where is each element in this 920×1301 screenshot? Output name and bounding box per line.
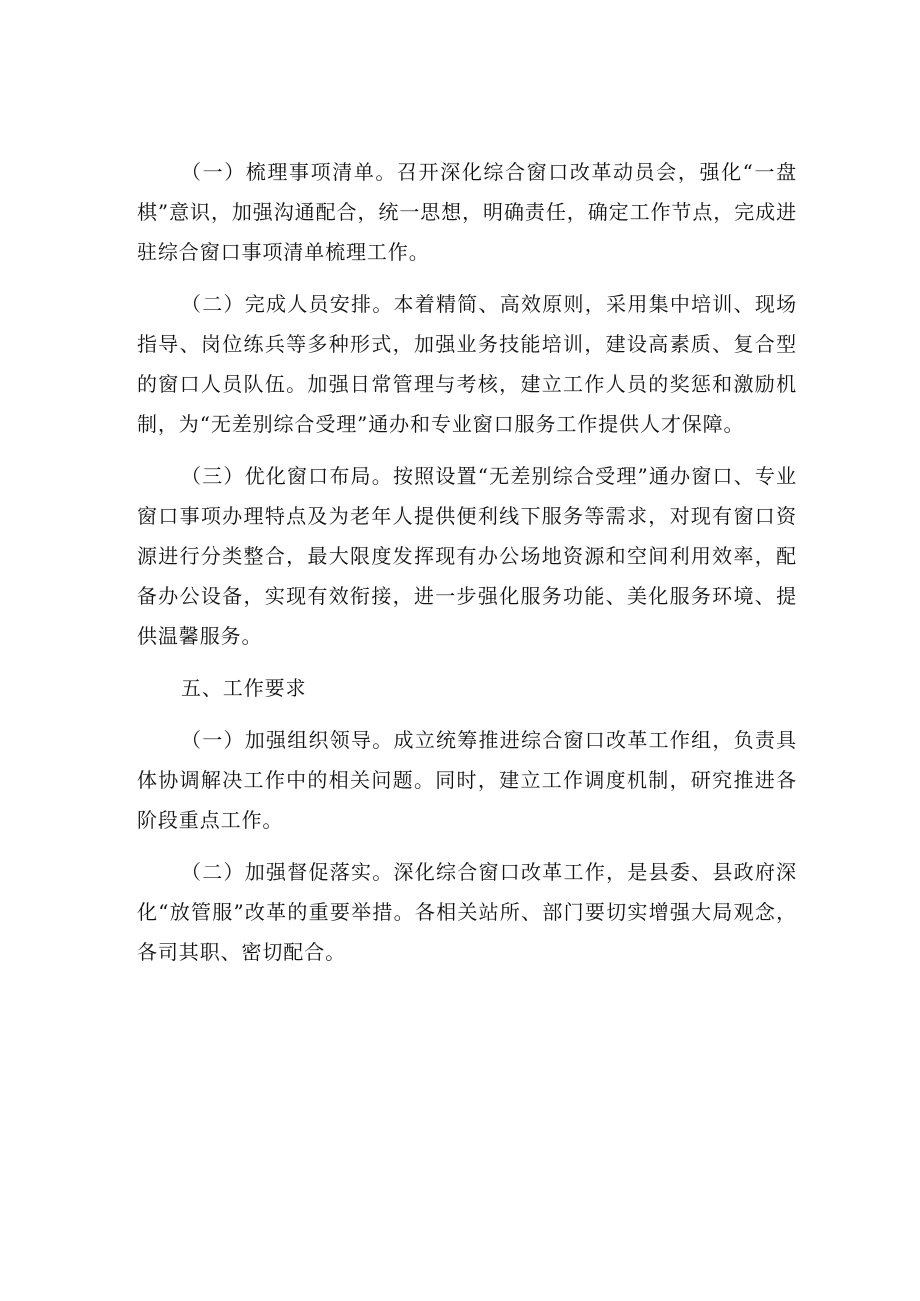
paragraph-supervision-implementation: （二）加强督促落实。深化综合窗口改革工作，是县委、县政府深化“放管服”改革的重要举措。各相关站所、部门要切实增强大局观念，各司其职、密切配合。 bbox=[137, 860, 797, 964]
section-heading-work-requirements: 五、工作要求 bbox=[181, 676, 307, 700]
document-body bbox=[137, 152, 797, 984]
paragraph-organization-leadership: （一）加强组织领导。成立统筹推进综合窗口改革工作组，负责具体协调解决工作中的相关问题。同时，建立工作调度机制，研究推进各阶段重点工作。 bbox=[137, 728, 797, 832]
paragraph-sort-items: （一）梳理事项清单。召开深化综合窗口改革动员会，强化“一盘棋”意识，加强沟通配合，统一思想，明确责任，确定工作节点，完成进驻综合窗口事项清单梳理工作。 bbox=[137, 160, 797, 264]
paragraph-window-layout: （三）优化窗口布局。按照设置“无差别综合受理”通办窗口、专业窗口事项办理特点及为老年人提供便利线下服务等需求，对现有窗口资源进行分类整合，最大限度发挥现有办公场地资源和空间利用效率，配备办公设备，实现有效衔接，进一步强化服务功能、美化服务环境、提供温馨服务。 bbox=[137, 464, 797, 648]
paragraph-staff-arrangement: （二）完成人员安排。本着精简、高效原则，采用集中培训、现场指导、岗位练兵等多种形式，加强业务技能培训，建设高素质、复合型的窗口人员队伍。加强日常管理与考核，建立工作人员的奖惩和激励机制，为“无差别综合受理”通办和专业窗口服务工作提供人才保障。 bbox=[137, 292, 797, 436]
